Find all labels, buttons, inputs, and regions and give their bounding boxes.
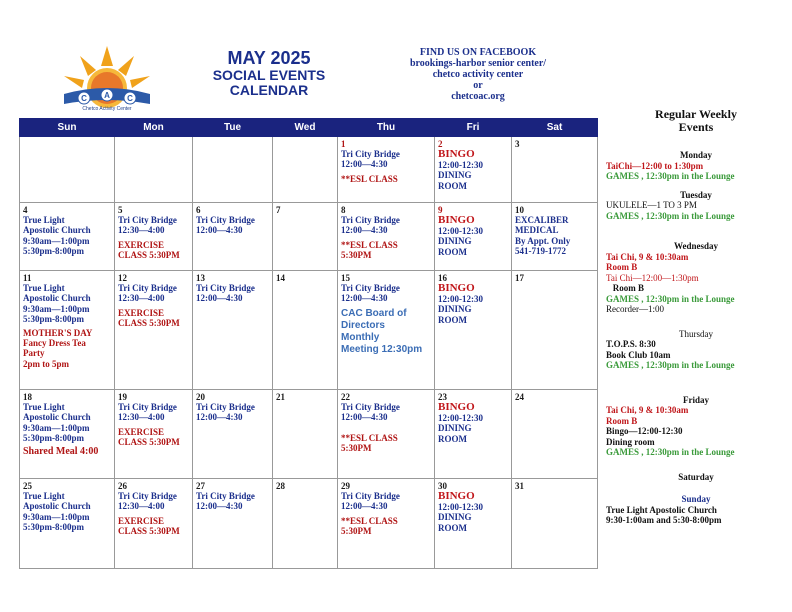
wednesday-room-b: Room B [606,283,644,293]
day-number: 4 [23,205,28,215]
day-cell-22 [338,390,435,479]
weekday-monday: Monday [679,150,712,160]
event-tri-city-bridge: Tri City Bridge 12:30—4:00 [118,402,177,423]
sunday-church: True Light Apostolic Church 9:30-1:00am and 5:30-8:00pm [606,504,722,525]
event-tri-city-bridge: Tri City Bridge 12:30—4:00 [118,283,177,304]
event-tri-city-bridge: Tri City Bridge 12:00—4:30 [196,402,255,423]
event-bingo-detail: 12:00-12:30 DINING ROOM [438,294,483,325]
event-esl-class: **ESL CLASS 5:30PM [341,432,398,453]
event-bingo: BINGO [438,282,475,295]
wednesday-recorder: Recorder—1:00 [606,304,664,314]
event-tri-city-bridge: Tri City Bridge 12:30—4:00 [118,215,177,236]
wednesday-taichi-morning: Tai Chi, 9 & 10:30am Room B [606,251,689,272]
logo-letter-c1: C [81,94,87,103]
page-title [190,48,348,98]
thursday-games: GAMES , 12:30pm in the Lounge [606,360,735,370]
weekday-sun: Sun [20,119,115,137]
day-cell-16 [435,271,512,390]
event-bingo-detail: 12:00-12:30 DINING ROOM [438,502,483,533]
event-tri-city-bridge: Tri City Bridge 12:00—4:30 [196,215,255,236]
facebook-line-5: chetcoac.org [451,91,505,102]
event-exercise-class: EXERCISE CLASS 5:30PM [118,307,180,328]
weekday-sat: Sat [512,119,598,137]
event-tri-city-bridge: Tri City Bridge 12:00—4:30 [196,283,255,304]
day-cell-empty [193,137,273,203]
day-number: 18 [23,392,32,402]
facebook-line-4: or [473,80,483,91]
day-cell-29 [338,479,435,569]
title-month: MAY 2025 [227,48,311,68]
day-cell-28 [273,479,338,569]
event-true-light-church: True Light Apostolic Church 9:30am—1:00pm 5:30pm-8:00pm [23,283,91,324]
day-cell-31 [512,479,598,569]
weekly-events-panel [606,108,786,526]
event-tri-city-bridge: Tri City Bridge 12:00—4:30 [196,491,255,512]
day-cell-empty [273,137,338,203]
thursday-book-club: Book Club 10am [606,349,671,360]
event-tri-city-bridge: Tri City Bridge 12:00—4:30 [341,402,400,423]
day-number: 9 [438,205,443,215]
day-cell-10 [512,203,598,271]
week-row-4 [20,390,598,479]
day-cell-6 [193,203,273,271]
day-cell-26 [115,479,193,569]
day-cell-7 [273,203,338,271]
day-number: 6 [196,205,201,215]
day-cell-27 [193,479,273,569]
day-number: 13 [196,273,205,283]
event-true-light-church: True Light Apostolic Church 9:30am—1:00pm 5:30pm-8:00pm [23,215,91,256]
weekday-thu: Thu [338,119,435,137]
facebook-info [398,47,558,102]
logo-letter-a: A [104,91,110,100]
day-cell-14 [273,271,338,390]
event-tri-city-bridge: Tri City Bridge 12:30—4:00 [118,491,177,512]
day-cell-25 [20,479,115,569]
day-cell-19 [115,390,193,479]
event-cac-board-meeting: CAC Board of Directors Monthly Meeting 12:30pm [341,307,423,355]
event-tri-city-bridge: Tri City Bridge 12:00—4:30 [341,215,400,236]
weekday-tue: Tue [193,119,273,137]
day-cell-empty [115,137,193,203]
day-number: 15 [341,273,350,283]
day-cell-4 [20,203,115,271]
facebook-line-3: chetco activity center [432,69,524,80]
friday-taichi: Tai Chi, 9 & 10:30am Room B [606,405,689,426]
day-number: 2 [438,139,443,149]
title-social-events: SOCIAL EVENTS [212,67,326,83]
weekday-fri: Fri [435,119,512,137]
event-true-light-church: True Light Apostolic Church 9:30am—1:00pm 5:30pm-8:00pm [23,402,91,443]
event-tri-city-bridge: Tri City Bridge 12:00—4:30 [341,491,400,512]
day-number: 17 [515,273,524,283]
event-exercise-class: EXERCISE CLASS 5:30PM [118,515,180,536]
weekday-mon: Mon [115,119,193,137]
day-number: 23 [438,392,447,402]
day-number: 25 [23,481,32,491]
event-bingo: BINGO [438,401,475,414]
event-bingo-detail: 12:00-12:30 DINING ROOM [438,226,483,257]
logo-caption: Chetco Activity Center [82,106,132,112]
weekday-saturday: Saturday [678,471,714,482]
day-number: 10 [515,205,524,215]
day-cell-30 [435,479,512,569]
day-cell-1 [338,137,435,203]
weekday-header-row [20,119,598,137]
day-cell-2 [435,137,512,203]
day-cell-3 [512,137,598,203]
event-mothers-day-tea: MOTHER'S DAY Fancy Dress Tea Party 2pm to 5pm [23,328,93,369]
tuesday-ukulele: UKULELE—1 TO 3 PM [606,200,697,210]
day-cell-24 [512,390,598,479]
day-number: 1 [341,139,346,149]
weekday-wed: Wed [273,119,338,137]
day-number: 21 [276,392,285,402]
calendar-grid [19,118,598,569]
thursday-tops: T.O.P.S. 8:30 [606,339,656,349]
wednesday-taichi-noon: Tai Chi—12:00—1:30pm [606,272,699,283]
day-number: 11 [23,273,32,283]
day-number: 31 [515,481,524,491]
event-true-light-church: True Light Apostolic Church 9:30am—1:00pm 5:30pm-8:00pm [23,491,91,532]
day-cell-17 [512,271,598,390]
weekday-friday: Friday [683,394,709,405]
week-row-2 [20,203,598,271]
friday-bingo: Bingo—12:00-12:30 Dining room [606,426,683,447]
day-number: 12 [118,273,127,283]
day-number: 7 [276,205,281,215]
day-number: 19 [118,392,127,402]
week-row-1 [20,137,598,203]
event-shared-meal: Shared Meal 4:00 [23,446,99,458]
day-cell-15 [338,271,435,390]
day-cell-23 [435,390,512,479]
day-cell-13 [193,271,273,390]
day-number: 3 [515,139,520,149]
friday-games: GAMES , 12:30pm in the Lounge [606,447,735,457]
event-tri-city-bridge: Tri City Bridge 12:00—4:30 [341,149,400,170]
day-number: 14 [276,273,285,283]
event-bingo: BINGO [438,148,475,161]
event-esl-class: **ESL CLASS 5:30PM [341,515,398,536]
day-number: 8 [341,205,346,215]
day-number: 28 [276,481,285,491]
event-exercise-class: EXERCISE CLASS 5:30PM [118,239,180,260]
day-cell-8 [338,203,435,271]
day-cell-21 [273,390,338,479]
event-exercise-class: EXERCISE CLASS 5:30PM [118,426,180,447]
day-number: 26 [118,481,127,491]
day-number: 27 [196,481,205,491]
week-row-3 [20,271,598,390]
logo-letter-c2: C [127,94,133,103]
day-number: 22 [341,392,350,402]
day-number: 5 [118,205,123,215]
day-number: 29 [341,481,350,491]
weekly-events-title: Regular Weekly Events [655,107,737,134]
event-bingo-detail: 12:00-12:30 DINING ROOM [438,160,483,191]
wednesday-games: GAMES , 12:30pm in the Lounge [606,293,735,304]
facebook-line-1: FIND US ON FACEBOOK [419,47,537,58]
day-cell-20 [193,390,273,479]
event-tri-city-bridge: Tri City Bridge 12:00—4:30 [341,283,400,304]
tuesday-games: GAMES , 12:30pm in the Lounge [606,210,735,221]
event-bingo: BINGO [438,214,475,227]
monday-taichi: TaiChi—12:00 to 1:30pm [606,160,704,171]
day-cell-18 [20,390,115,479]
event-bingo-detail: 12:00-12:30 DINING ROOM [438,413,483,444]
weekday-wednesday: Wednesday [673,241,718,251]
title-calendar: CALENDAR [229,82,309,98]
day-number: 20 [196,392,205,402]
day-cell-empty [20,137,115,203]
day-cell-11 [20,271,115,390]
event-esl-class: **ESL CLASS 5:30PM [341,239,398,260]
event-esl-class: **ESL CLASS [341,173,398,184]
day-cell-5 [115,203,193,271]
facebook-line-2: brookings-harbor senior center/ [409,58,547,69]
weekday-thursday: Thursday [679,328,713,339]
day-number: 16 [438,273,447,283]
day-cell-12 [115,271,193,390]
week-row-5 [20,479,598,569]
weekday-tuesday: Tuesday [680,189,712,200]
event-bingo: BINGO [438,490,475,503]
day-number: 24 [515,392,524,402]
day-number: 30 [438,481,447,491]
event-excaliber-medical: EXCALIBER MEDICAL By Appt. Only 541-719-1772 [515,215,571,256]
monday-games: GAMES , 12:30pm in the Lounge [606,171,735,181]
day-cell-9 [435,203,512,271]
weekday-sunday: Sunday [681,494,711,504]
